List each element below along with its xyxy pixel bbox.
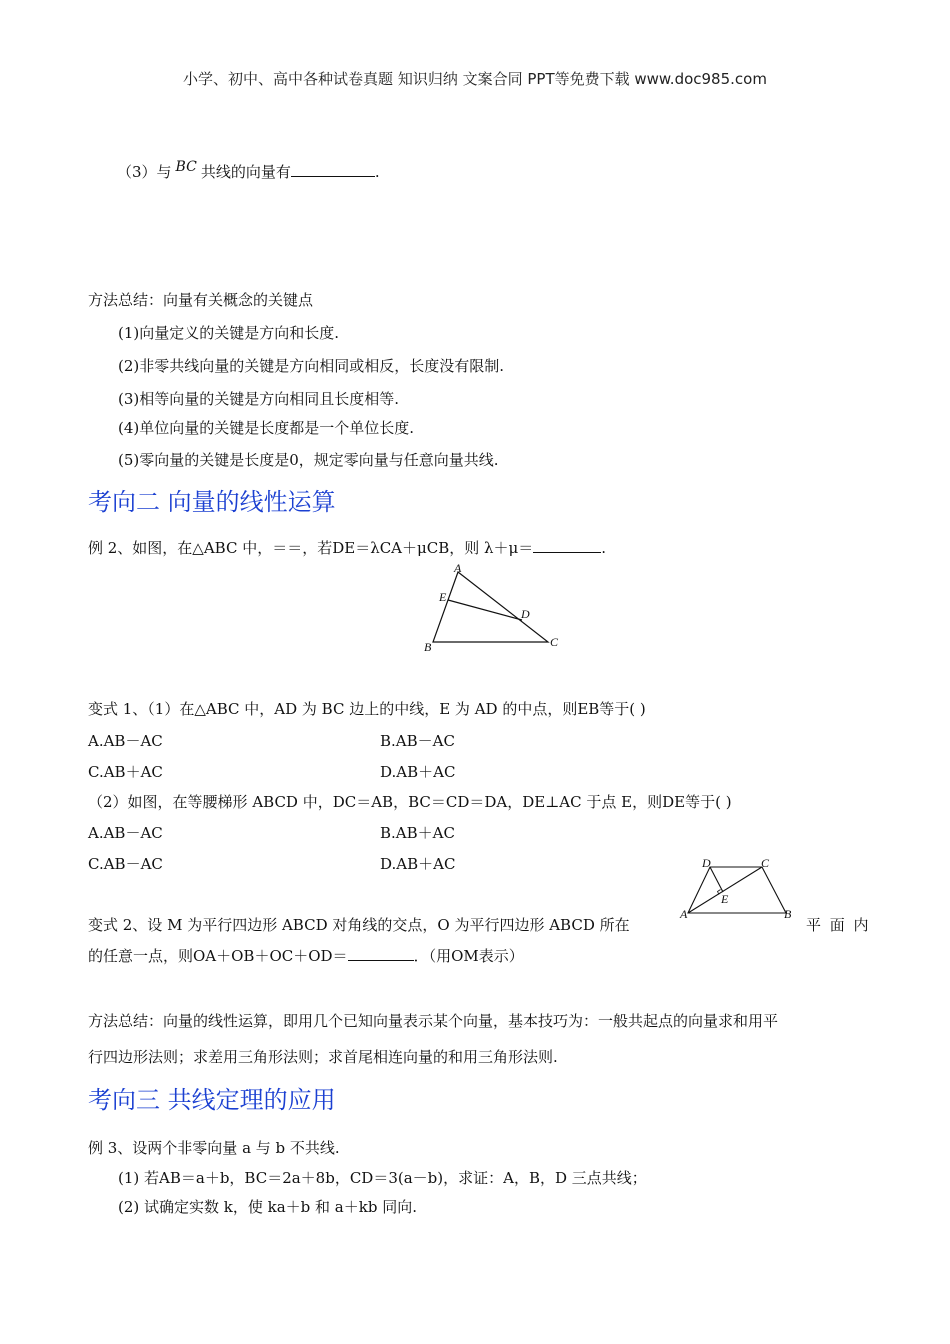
q3-suffix: 共线的向量有 — [200, 163, 291, 181]
variant2-line1: 变式 2、设 M 为平行四边形 ABCD 对角线的交点，O 为平行四边形 ABCD 所在 — [88, 916, 630, 934]
option-b[interactable]: B.AB－AC — [380, 732, 455, 750]
summary1-item: (5)零向量的关键是长度是0，规定零向量与任意向量共线. — [118, 451, 499, 469]
answer-blank[interactable] — [291, 162, 375, 177]
q3-prefix: （3）与 — [117, 163, 172, 181]
variant2-line1-tail: 平 面 内 — [806, 916, 871, 934]
variant1-q2: （2）如图，在等腰梯形 ABCD 中，DC＝AB，BC＝CD＝DA，DE⊥AC 于点 E，则DE等于( ) — [88, 793, 732, 811]
label-d: D — [521, 607, 530, 621]
summary1-item: (4)单位向量的关键是长度都是一个单位长度. — [118, 419, 415, 437]
variant1-q1: 变式 1、（1）在△ABC 中，AD 为 BC 边上的中线，E 为 AD 的中点，则EB等于( ) — [88, 700, 646, 718]
q3-bc: BC — [175, 159, 197, 175]
answer-blank[interactable] — [533, 538, 601, 553]
variant2-line2 — [88, 946, 524, 966]
label-a: A — [680, 907, 688, 921]
q3-end: . — [374, 163, 380, 181]
summary1-item: (1)向量定义的关键是方向和长度. — [118, 324, 340, 342]
section-heading-2: 考向二 向量的线性运算 — [88, 488, 336, 516]
segment-de — [710, 867, 723, 892]
option-a[interactable]: A.AB－AC — [88, 824, 163, 842]
trapezoid-figure — [680, 855, 795, 925]
label-b: B — [424, 640, 432, 654]
summary1-title: 方法总结：向量有关概念的关键点 — [88, 291, 314, 309]
option-c[interactable]: C.AB＋AC — [88, 763, 163, 781]
example2-text: 例 2、如图，在△ABC 中，＝＝，若DE＝λCA＋μCB，则 λ＋μ＝ — [88, 539, 534, 557]
page-header: 小学、初中、高中各种试卷真题 知识归纳 文案合同 PPT等免费下载 www.doc985.com — [183, 70, 767, 88]
label-b: B — [784, 907, 792, 921]
label-c: C — [550, 635, 559, 649]
option-d[interactable]: D.AB＋AC — [380, 855, 456, 873]
example3-line1: 例 3、设两个非零向量 a 与 b 不共线. — [88, 1139, 340, 1157]
triangle-figure — [420, 560, 570, 660]
answer-blank[interactable] — [348, 946, 414, 961]
summary2-line1: 方法总结：向量的线性运算，即用几个已知向量表示某个向量，基本技巧为：一般共起点的向量求和用平 — [88, 1012, 779, 1030]
example3-line2: (1) 若AB＝a＋b，BC＝2a＋8b，CD＝3(a－b)，求证：A，B，D 三点共线； — [118, 1169, 647, 1187]
section-heading-3: 考向三 共线定理的应用 — [88, 1086, 336, 1114]
option-c[interactable]: C.AB－AC — [88, 855, 163, 873]
variant2-line2b: ．（用OM表示） — [413, 947, 524, 965]
triangle-abc — [433, 572, 548, 642]
label-e: E — [439, 590, 447, 604]
summary2-line2: 行四边形法则；求差用三角形法则；求首尾相连向量的和用三角形法则. — [88, 1048, 558, 1066]
example2-question — [88, 538, 606, 558]
option-d[interactable]: D.AB＋AC — [380, 763, 456, 781]
label-a: A — [454, 561, 462, 575]
summary1-item: (2)非零共线向量的关键是方向相同或相反，长度没有限制. — [118, 357, 505, 375]
label-e: E — [721, 892, 729, 906]
summary1-item: (3)相等向量的关键是方向相同且长度相等. — [118, 390, 400, 408]
option-a[interactable]: A.AB－AC — [88, 732, 163, 750]
example3-line3: (2) 试确定实数 k，使 ka＋b 和 a＋kb 同向. — [118, 1198, 417, 1216]
example2-end: . — [601, 539, 607, 557]
option-b[interactable]: B.AB＋AC — [380, 824, 455, 842]
variant2-line2a: 的任意一点，则OA＋OB＋OC＋OD＝ — [88, 947, 348, 965]
segment-ed — [448, 600, 522, 620]
label-d: D — [702, 856, 711, 870]
label-c: C — [761, 856, 770, 870]
trapezoid-abcd — [688, 867, 786, 913]
question-3 — [117, 159, 380, 183]
